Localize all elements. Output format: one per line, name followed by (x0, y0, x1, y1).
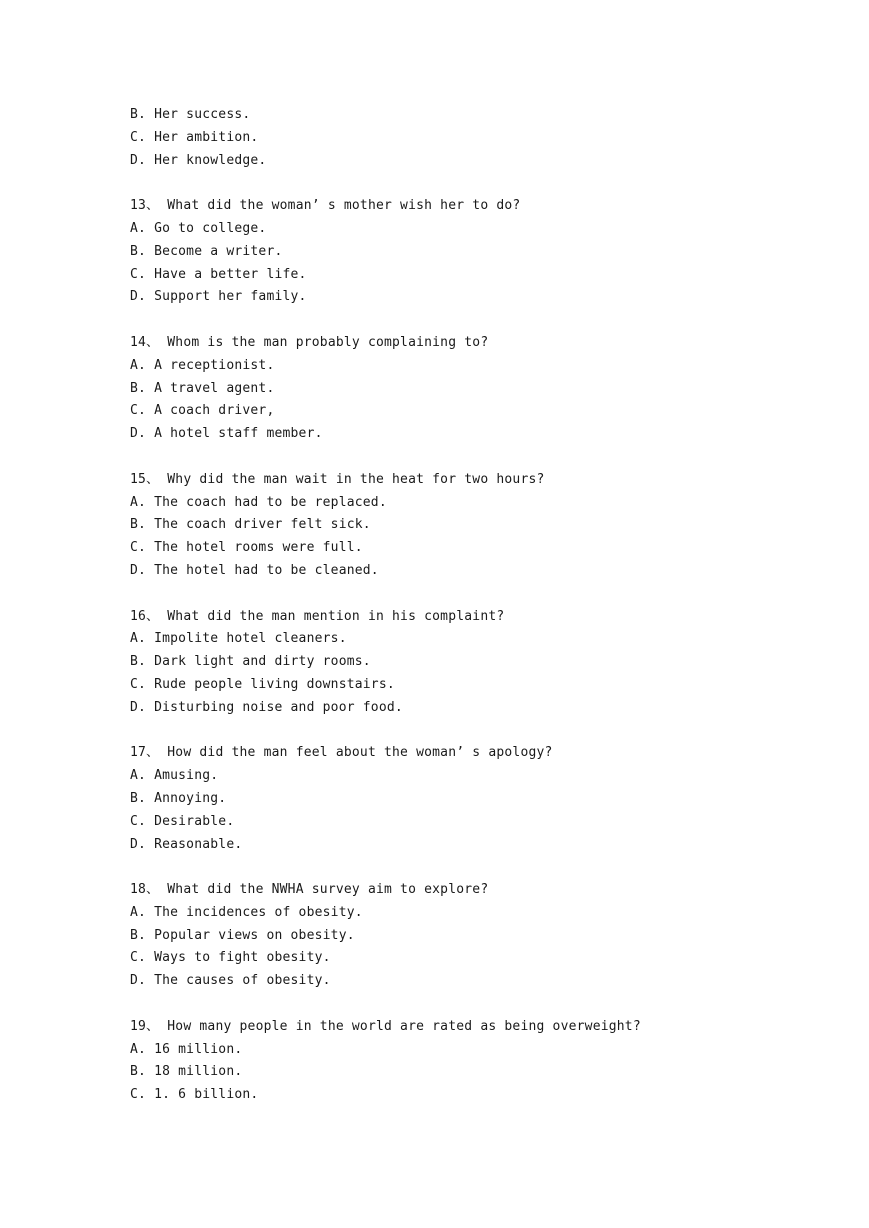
option-c: C. 1. 6 billion. (130, 1087, 259, 1103)
question-17 (130, 742, 830, 856)
question-12-tail (130, 104, 830, 172)
question-text: 16、 What did the man mention in his complaint? (130, 608, 505, 624)
option-d: D. Her knowledge. (130, 152, 267, 168)
option-c: C. A coach driver, (130, 403, 275, 419)
option-b: B. Become a writer. (130, 243, 283, 259)
option-c: C. The hotel rooms were full. (130, 540, 363, 556)
question-text: 17、 How did the man feel about the woman’ s apology? (130, 745, 553, 761)
option-d: D. Support her family. (130, 289, 307, 305)
option-a: A. Amusing. (130, 768, 219, 784)
spacer (130, 720, 830, 743)
option-c: C. Her ambition. (130, 129, 259, 145)
option-a: A. 16 million. (130, 1041, 243, 1057)
question-text: 15、 Why did the man wait in the heat for two hours? (130, 471, 545, 487)
question-16 (130, 606, 830, 720)
option-d: D. The hotel had to be cleaned. (130, 562, 379, 578)
option-b: B. 18 million. (130, 1064, 243, 1080)
option-b: B. Her success. (130, 107, 251, 122)
question-14 (130, 332, 830, 446)
option-d: D. A hotel staff member. (130, 426, 323, 442)
option-a: A. Go to college. (130, 220, 267, 236)
option-c: C. Ways to fight obesity. (130, 950, 331, 966)
option-d: D. The causes of obesity. (130, 973, 331, 989)
question-13 (130, 195, 830, 309)
option-a: A. A receptionist. (130, 357, 275, 373)
option-d: D. Disturbing noise and poor food. (130, 699, 403, 715)
question-text: 13、 What did the woman’ s mother wish her to do? (130, 198, 521, 214)
spacer (130, 583, 830, 606)
option-b: B. The coach driver felt sick. (130, 517, 371, 533)
question-18 (130, 879, 830, 993)
option-c: C. Desirable. (130, 813, 235, 829)
option-b: B. Popular views on obesity. (130, 927, 355, 943)
option-a: A. The incidences of obesity. (130, 904, 363, 920)
option-a: A. The coach had to be replaced. (130, 494, 387, 510)
spacer (130, 446, 830, 469)
document-page (130, 104, 830, 1107)
question-19 (130, 1016, 830, 1107)
question-text: 14、 Whom is the man probably complaining to? (130, 334, 489, 350)
question-text: 18、 What did the NWHA survey aim to explore? (130, 882, 489, 898)
option-c: C. Rude people living downstairs. (130, 676, 395, 692)
spacer (130, 172, 830, 195)
option-b: B. Annoying. (130, 790, 227, 806)
option-a: A. Impolite hotel cleaners. (130, 631, 347, 647)
spacer (130, 309, 830, 332)
option-b: B. Dark light and dirty rooms. (130, 654, 371, 670)
question-text: 19、 How many people in the world are rated as being overweight? (130, 1018, 641, 1034)
option-b: B. A travel agent. (130, 380, 275, 396)
option-c: C. Have a better life. (130, 266, 307, 282)
question-15 (130, 469, 830, 583)
option-d: D. Reasonable. (130, 836, 243, 852)
spacer (130, 993, 830, 1016)
spacer (130, 856, 830, 879)
